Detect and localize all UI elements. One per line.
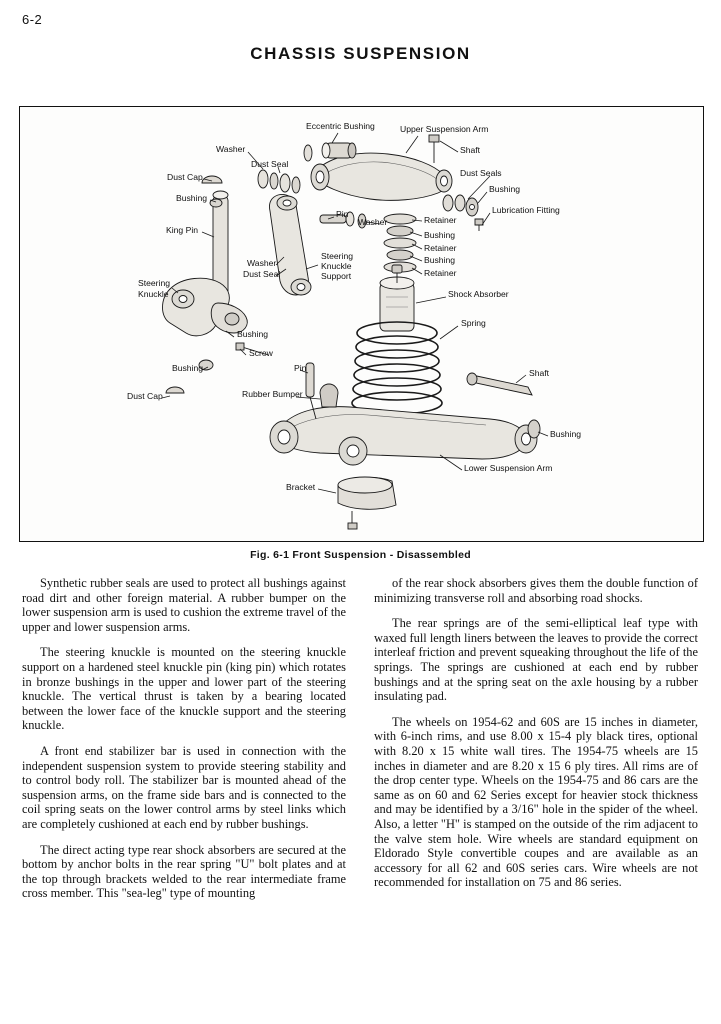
figure-label: Dust Seal <box>251 159 289 169</box>
figure-label: Eccentric Bushing <box>306 121 375 131</box>
figure-label: Dust Cap <box>127 391 163 401</box>
page-number: 6-2 <box>22 12 43 27</box>
figure-label: Dust Seals <box>460 168 502 178</box>
figure-label: Dust Seal <box>243 269 281 279</box>
figure-label: Rubber Bumper <box>242 389 303 399</box>
paragraph: The direct acting type rear shock absorbers are secured at the bottom by anchor bolts in the rear spring "U" bolt plates and at the top through brackets welded to the rear intermediate frame cross member. This "sea-leg" type of mounting <box>22 842 346 901</box>
figure-label: Bracket <box>286 482 316 492</box>
figure-label: Support <box>321 271 352 281</box>
figure-label: Shock Absorber <box>448 289 509 299</box>
exploded-view-illustration <box>20 107 703 541</box>
left-column <box>22 576 346 912</box>
figure-label: Steering <box>321 251 354 261</box>
figure-label: Steering <box>138 278 171 288</box>
figure-canvas <box>20 107 703 541</box>
figure-label: Dust Cap <box>167 172 203 182</box>
figure-caption: Fig. 6-1 Front Suspension - Disassembled <box>250 549 471 561</box>
figure-front-suspension <box>19 106 704 542</box>
figure-label: Washer <box>247 258 277 268</box>
paragraph: Synthetic rubber seals are used to protect all bushings against road dirt and other foreign material. A rubber bumper on the lower suspension arm is used to cushion the extreme travel of the upper and lower suspension arms. <box>22 576 346 634</box>
figure-label: Spring <box>461 318 486 328</box>
figure-label: Bushing <box>550 429 582 439</box>
figure-label: Retainer <box>424 215 457 225</box>
figure-label: Shaft <box>529 368 550 378</box>
figure-label: Pin <box>294 363 307 373</box>
figure-label: Washer <box>216 144 246 154</box>
page-title: CHASSIS SUSPENSION <box>250 44 471 63</box>
figure-label: Bushing <box>237 329 269 339</box>
figure-label: Retainer <box>424 268 457 278</box>
figure-label: Lubrication Fitting <box>492 205 560 215</box>
figure-label: Bushing <box>172 363 204 373</box>
figure-label: Knuckle <box>138 289 169 299</box>
figure-label: King Pin <box>166 225 199 235</box>
figure-label: Bushing <box>176 193 208 203</box>
figure-label: Shaft <box>460 145 481 155</box>
paragraph: The wheels on 1954-62 and 60S are 15 inches in diameter, with 6-inch rims, and use 8.00 x 15-4 ply black tires, optional with 8.20 x 15 white wall tires. The 1954-75 wheels are 15 inches in diameter and are 8.20 x 15 6 ply tires. All rims are of the drop center type. Wheels on the 1954-75 and 86 cars are the same as on 60 and 62 Series except for heavier stock thickness and may be identified by a 3/16" hole in the spider of the wheel. Also, a letter "H" is stamped on the outside of the rim adjacent to the valve stem hole. Wire wheels are standard equipment on Eldorado Style convertible coupes and are available as an accessory for all 62 and 60S series cars. Wire wheels are not recommended for installation on 75 and 86 series. <box>374 714 698 890</box>
figure-label: Lower Suspension Arm <box>464 463 553 473</box>
body-columns <box>22 576 699 912</box>
figure-label: Screw <box>249 348 273 358</box>
figure-label: Bushing <box>424 255 456 265</box>
figure-label: Bushing <box>489 184 521 194</box>
paragraph: The steering knuckle is mounted on the steering knuckle support on a hardened steel knuckle pin (king pin) which rotates in bronze bushings in the upper and lower part of the steering knuckle. The vertical thrust is taken by a bearing located between the lower face of the knuckle support and the steering knuckle. <box>22 645 346 733</box>
right-column <box>374 576 698 912</box>
paragraph: A front end stabilizer bar is used in connection with the independent suspension system to provide steering stability and to control body roll. The stabilizer bar is mounted ahead of the suspension arms, on the frame side bars and is connected to the coil spring seats on the lower control arms by steel links which are completely cushioned at each end by rubber bushings. <box>22 743 346 831</box>
figure-label: Retainer <box>424 243 457 253</box>
paragraph: The rear springs are of the semi-elliptical leaf type with waxed full length liners between the leaves to provide the correct interleaf friction and prevent squeaking throughout the life of the springs. The springs are cushioned at each end by rubber bushings and at the spring seat on the axle housing by a rubber insulating pad. <box>374 616 698 704</box>
paragraph: of the rear shock absorbers gives them the double function of minimizing transverse roll and absorbing road shocks. <box>374 576 698 605</box>
figure-label: Upper Suspension Arm <box>400 124 489 134</box>
figure-label: Pin <box>336 209 349 219</box>
figure-label: Bushing <box>424 230 456 240</box>
figure-label: Knuckle <box>321 261 352 271</box>
figure-label: Washer <box>358 217 388 227</box>
